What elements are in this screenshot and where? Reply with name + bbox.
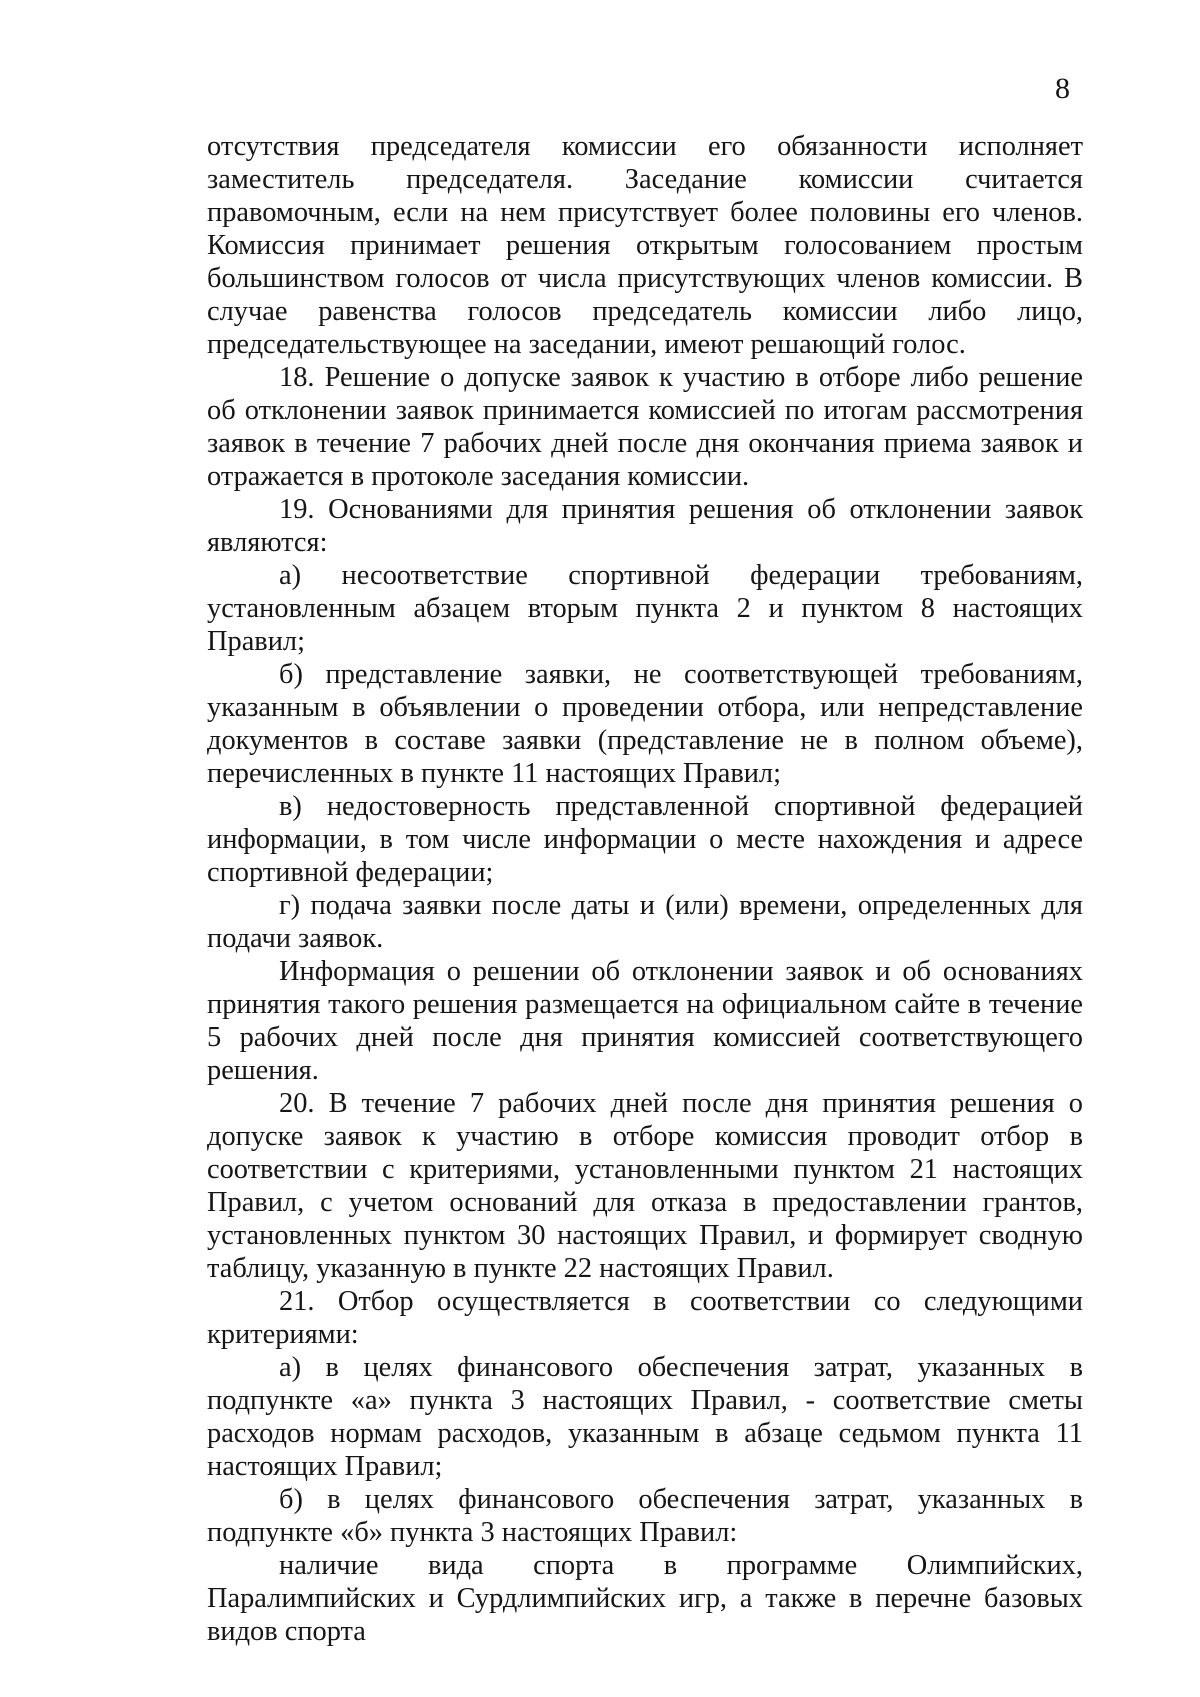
paragraph-21-b-criterion: наличие вида спорта в программе Олимпийских, Паралимпийских и Сурдлимпийских игр, а также в перечне базовых видов спорта	[207, 1550, 1083, 1647]
paragraph-21: 21. Отбор осуществляется в соответствии со следующими критериями:	[207, 1286, 1083, 1350]
paragraph-19: 19. Основаниями для принятия решения об отклонении заявок являются:	[207, 494, 1083, 558]
document-body	[207, 130, 1083, 1648]
paragraph-20: 20. В течение 7 рабочих дней после дня принятия решения о допуске заявок к участию в отборе комиссия проводит отбор в соответствии с критериями, установленными пунктом 21 настоящих Правил, с учетом оснований для отказа в предоставлении грантов, установленных пунктом 30 настоящих Правил, и формирует сводную таблицу, указанную в пункте 22 настоящих Правил.	[207, 1088, 1083, 1284]
paragraph-21-b: б) в целях финансового обеспечения затрат, указанных в подпункте «б» пункта 3 настоящих Правил:	[207, 1484, 1083, 1548]
paragraph-rejection-info: Информация о решении об отклонении заявок и об основаниях принятия такого решения размещается на официальном сайте в течение 5 рабочих дней после дня принятия комиссией соответствующего решения.	[207, 956, 1083, 1086]
paragraph-19-g: г) подача заявки после даты и (или) времени, определенных для подачи заявок.	[207, 890, 1083, 954]
paragraph-19-v: в) недостоверность представленной спортивной федерацией информации, в том числе информации о месте нахождения и адресе спортивной федерации;	[207, 791, 1083, 888]
paragraph-18: 18. Решение о допуске заявок к участию в отборе либо решение об отклонении заявок принимается комиссией по итогам рассмотрения заявок в течение 7 рабочих дней после дня окончания приема заявок и отражается в протоколе заседания комиссии.	[207, 362, 1083, 492]
paragraph-19-a: а) несоответствие спортивной федерации требованиям, установленным абзацем вторым пункта 2 и пунктом 8 настоящих Правил;	[207, 560, 1083, 657]
paragraph-21-a: а) в целях финансового обеспечения затрат, указанных в подпункте «а» пункта 3 настоящих Правил, - соответствие сметы расходов нормам расходов, указанным в абзаце седьмом пункта 11 настоящих Правил;	[207, 1352, 1083, 1482]
page-number: 8	[1055, 72, 1070, 105]
paragraph-19-b: б) представление заявки, не соответствующей требованиям, указанным в объявлении о проведении отбора, или непредставление документов в составе заявки (представление не в полном объеме), перечисленных в пункте 11 настоящих Правил;	[207, 659, 1083, 789]
paragraph-continuation: отсутствия председателя комиссии его обязанности исполняет заместитель председателя. Заседание комиссии считается правомочным, если на нем присутствует более половины его членов. Комиссия принимает решения открытым голосованием простым большинством голосов от числа присутствующих членов комиссии. В случае равенства голосов председатель комиссии либо лицо, председательствующее на заседании, имеют решающий голос.	[207, 131, 1083, 360]
